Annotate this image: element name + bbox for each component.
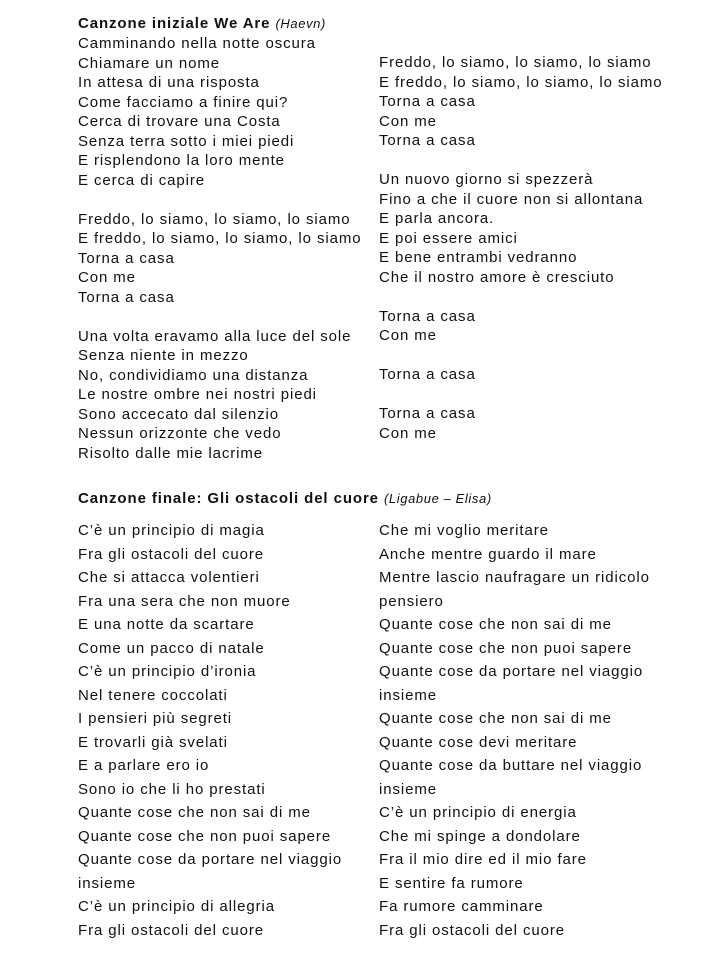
lyric-line: Quante cose che non puoi sapere	[379, 639, 633, 657]
song-title-text: Canzone finale: Gli ostacoli del cuore	[78, 490, 379, 507]
lyric-line: Freddo, lo siamo, lo siamo, lo siamo	[379, 54, 652, 71]
lyric-line: E cerca di capire	[78, 171, 206, 189]
lyric-line: Quante cose che non sai di me	[379, 710, 612, 727]
lyric-line: Quante cose che non puoi sapere	[78, 827, 332, 845]
lyric-line: C’è un principio di energia	[379, 804, 577, 821]
lyric-line: Che mi voglio meritare	[379, 522, 549, 539]
lyric-line: E poi essere amici	[379, 229, 518, 247]
lyric-line: C’è un principio d’ironia	[78, 663, 257, 680]
lyric-line: E parla ancora.	[379, 210, 495, 227]
lyric-line: E bene entrambi vedranno	[379, 249, 578, 266]
lyric-line: Quante cose da buttare nel viaggio	[379, 757, 643, 774]
lyric-line: Torna a casa	[379, 307, 476, 325]
song-section-we-are	[78, 14, 663, 462]
lyric-line: C’è un principio di magia	[78, 522, 265, 539]
lyric-line: E una notte da scartare	[78, 616, 255, 633]
lyric-line: E freddo, lo siamo, lo siamo, lo siamo	[379, 73, 663, 91]
lyric-line: Una volta eravamo alla luce del sole	[78, 327, 352, 345]
lyric-line: E trovarli già svelati	[78, 733, 228, 751]
lyric-line: Con me	[379, 112, 437, 130]
lyric-line: Fra il mio dire ed il mio fare	[379, 851, 587, 868]
lyric-line: insieme	[78, 874, 136, 892]
lyric-line: Fra gli ostacoli del cuore	[78, 921, 264, 939]
lyric-line: Risolto dalle mie lacrime	[78, 444, 264, 462]
stanza-gap	[78, 190, 361, 210]
lyric-line: Camminando nella notte oscura	[78, 35, 316, 52]
lyric-line: Mentre lascio naufragare un ridicolo	[379, 569, 650, 586]
lyric-line: Quante cose da portare nel viaggio	[379, 663, 644, 680]
stanza-gap	[78, 307, 361, 327]
lyric-line: Come un pacco di natale	[78, 639, 265, 657]
lyric-line: Quante cose devi meritare	[379, 733, 578, 751]
song-title-text: Canzone iniziale We Are	[78, 15, 271, 32]
lyric-line: pensiero	[379, 592, 444, 610]
lyrics-column-right	[379, 53, 662, 443]
lyric-line: Sono accecato dal silenzio	[78, 405, 280, 423]
lyric-line: E risplendono la loro mente	[78, 152, 285, 169]
lyric-line: insieme	[379, 780, 437, 798]
lyric-line: Con me	[379, 327, 437, 344]
lyric-line: Torna a casa	[78, 288, 175, 306]
song-title	[78, 14, 326, 34]
lyric-line: Torna a casa	[379, 132, 476, 149]
stanza-gap	[379, 385, 662, 405]
lyric-line: Le nostre ombre nei nostri piedi	[78, 386, 317, 403]
lyric-line: Fra gli ostacoli del cuore	[78, 545, 264, 563]
lyric-line: Un nuovo giorno si spezzerà	[379, 171, 594, 188]
lyric-line: Freddo, lo siamo, lo siamo, lo siamo	[78, 210, 351, 228]
lyric-line: In attesa di una risposta	[78, 74, 260, 91]
lyric-line: Torna a casa	[379, 366, 476, 383]
lyric-line: Quante cose che non sai di me	[78, 804, 311, 821]
stanza-gap	[379, 346, 662, 366]
lyric-line: Fra gli ostacoli del cuore	[379, 921, 565, 939]
song-author: (Haevn)	[275, 16, 326, 31]
lyric-line: No, condividiamo una distanza	[78, 366, 309, 384]
lyric-line: Senza niente in mezzo	[78, 347, 249, 364]
lyric-line: Cerca di trovare una Costa	[78, 113, 281, 130]
lyric-line: Fa rumore camminare	[379, 898, 544, 915]
lyric-line: Nel tenere coccolati	[78, 686, 228, 704]
lyric-line: E freddo, lo siamo, lo siamo, lo siamo	[78, 230, 362, 247]
lyric-line: insieme	[379, 686, 437, 704]
song-author: (Ligabue – Elisa)	[384, 491, 492, 506]
stanza-gap	[379, 151, 662, 171]
lyric-line: C’è un principio di allegria	[78, 898, 275, 915]
lyric-line: Torna a casa	[379, 405, 476, 422]
lyric-line: Che mi spinge a dondolare	[379, 827, 581, 845]
lyric-line: Che si attacca volentieri	[78, 569, 260, 586]
lyric-line: Torna a casa	[78, 249, 175, 267]
lyrics-column-right	[379, 519, 650, 942]
lyric-line: Come facciamo a finire qui?	[78, 93, 289, 111]
song-title	[78, 488, 492, 510]
lyric-line: I pensieri più segreti	[78, 710, 233, 727]
lyrics-column-left	[78, 34, 361, 463]
lyric-line: E sentire fa rumore	[379, 874, 524, 892]
lyric-line: Quante cose che non sai di me	[379, 616, 612, 633]
song-section-ostacoli	[78, 488, 650, 939]
stanza-gap	[379, 287, 662, 307]
lyric-line: Fra una sera che non muore	[78, 592, 291, 610]
lyric-line: Torna a casa	[379, 93, 476, 110]
lyric-line: Con me	[379, 424, 437, 442]
lyric-line: Chiamare un nome	[78, 54, 220, 72]
lyrics-column-left	[78, 519, 342, 942]
lyric-line: Sono io che li ho prestati	[78, 780, 266, 798]
lyric-line: Nessun orizzonte che vedo	[78, 425, 282, 442]
lyric-line: Che il nostro amore è cresciuto	[379, 268, 615, 286]
lyric-line: Con me	[78, 269, 136, 286]
lyric-line: E a parlare ero io	[78, 757, 210, 774]
lyric-line: Fino a che il cuore non si allontana	[379, 190, 644, 208]
lyric-line: Anche mentre guardo il mare	[379, 545, 597, 563]
lyric-line: Quante cose da portare nel viaggio	[78, 851, 343, 868]
lyric-line: Senza terra sotto i miei piedi	[78, 132, 295, 150]
